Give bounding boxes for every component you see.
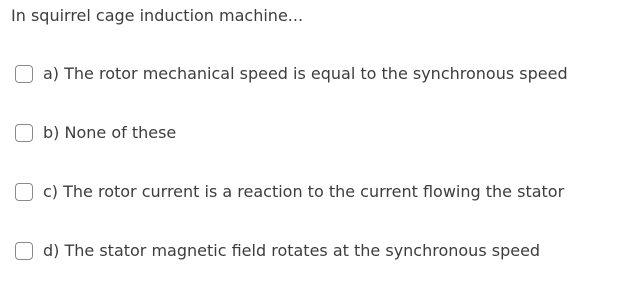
option-c-label: c) The rotor current is a reaction to the current flowing the stator [43, 182, 565, 201]
option-b[interactable] [15, 122, 568, 144]
option-b-label: b) None of these [43, 123, 177, 142]
question-text: In squirrel cage induction machine... [11, 6, 304, 25]
option-a[interactable] [15, 63, 568, 85]
answer-options [15, 63, 568, 299]
checkbox-d[interactable] [15, 242, 33, 260]
option-d-label: d) The stator magnetic field rotates at the synchronous speed [43, 241, 541, 260]
option-d[interactable] [15, 240, 568, 262]
checkbox-a[interactable] [15, 65, 33, 83]
checkbox-b[interactable] [15, 124, 33, 142]
option-a-label: a) The rotor mechanical speed is equal to the synchronous speed [43, 64, 568, 83]
option-c[interactable] [15, 181, 568, 203]
checkbox-c[interactable] [15, 183, 33, 201]
